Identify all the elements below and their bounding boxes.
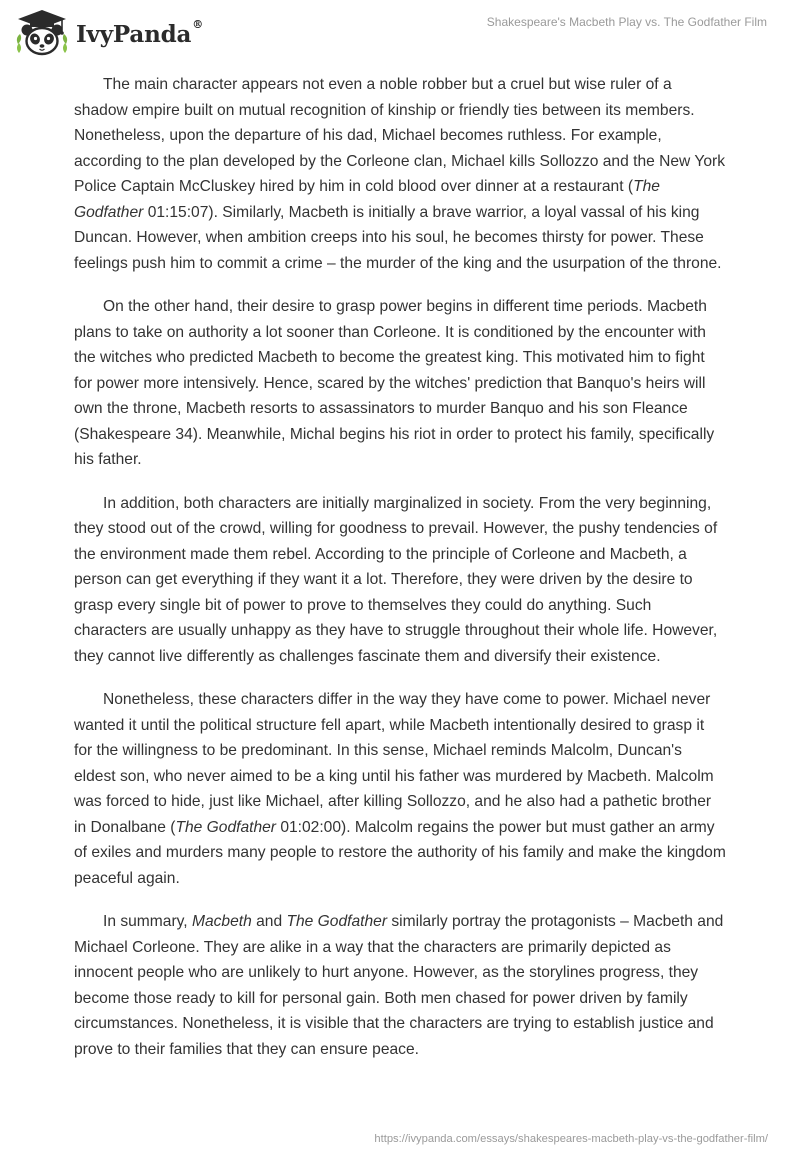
text-run: 01:02:00). Malcolm regains the power but must gather an army of exiles and murders many people to restore the authority of his family and make the kingdom peaceful again. [74,818,726,887]
registered-mark: ® [192,17,203,31]
document-title: Shakespeare's Macbeth Play vs. The Godfather Film [486,15,767,29]
essay-body [74,72,726,1080]
play-title-italic: Macbeth [191,913,252,930]
text-run: Nonetheless, these characters differ in the way they have come to power. Michael never wanted it until the political structure fell apart, while Macbeth intentionally desired to grasp it for the willingness to be predominant. In this sense, Michael reminds Malcolm, Duncan's eldest son, who never aimed to be a king until his father was murdered by Macbeth. Malcolm was forced to hide, just like Michael, after killing Sollozzo, and he also had a pathetic brother in Donalbane ( [74,691,714,836]
paragraph-3 [74,491,726,670]
paragraph-1 [74,72,726,276]
paragraph-4 [74,687,726,891]
text-run: In addition, both characters are initially marginalized in society. From the very beginning, they stood out of the crowd, willing for goodness to prevail. However, the pushy tendencies of the environment made them rebel. According to the principle of Corleone and Macbeth, a person can get everything if they want it a lot. Therefore, they were driven by the desire to grasp every single bit of power to prove to themselves they could do anything. Such characters are usually unhappy as they have to struggle throughout their whole life. However, they cannot live differently as challenges fascinate them and diversify their existence. [74,494,718,665]
text-run: and [251,913,287,930]
paragraph-2 [74,294,726,473]
text-run: 01:15:07). Similarly, Macbeth is initially a brave warrior, a loyal vassal of his king Duncan. However, when ambition creeps into his soul, he becomes thirsty for power. These feelings push him to commit a crime – the murder of the king and the usurpation of the throne. [74,203,722,272]
text-run: similarly portray the protagonists – Macbeth and Michael Corleone. They are alike in a way that the characters are primarily depicted as innocent people who are unlikely to hurt anyone. However, as the storylines progress, they become those ready to kill for personal gain. Both men chased for power driven by family circumstances. Nonetheless, it is visible that the characters are trying to establish justice and prove to their families that they can ensure peace. [74,913,724,1058]
text-run: The main character appears not even a noble robber but a cruel but wise ruler of a shadow empire built on mutual recognition of kinship or friendly ties between its members. Nonetheless, upon the departure of his dad, Michael becomes ruthless. For example, according to the plan developed by the Corleone clan, Michael kills Sollozzo and the New York Police Captain McCluskey hired by him in cold blood over dinner at a restaurant ( [74,76,726,195]
film-title-italic: The Godfather [286,913,388,930]
text-run: On the other hand, their desire to grasp power begins in different time periods. Macbeth plans to take on authority a lot sooner than Corleone. It is conditioned by the encounter with the witches who predicted Macbeth to become the greatest king. This motivated him to fight for power more intensively. Hence, scared by the witches' prediction that Banquo's heirs will own the throne, Macbeth resorts to assassinators to murder Banquo and his son Fleance (Shakespeare 34). Meanwhile, Michal begins his riot in order to protect his family, specifically his father. [74,298,715,468]
ivypanda-logo[interactable] [14,8,203,58]
paragraph-5 [74,909,726,1062]
brand-name: IvyPanda® [76,17,203,48]
film-title-italic: The Godfather [74,178,660,221]
page-header [0,0,800,60]
source-url[interactable]: https://ivypanda.com/essays/shakespeares-macbeth-play-vs-the-godfather-film/ [374,1133,768,1145]
film-title-italic: The Godfather [175,818,276,836]
panda-graduate-icon [14,8,70,58]
text-run: In summary, [103,913,192,930]
